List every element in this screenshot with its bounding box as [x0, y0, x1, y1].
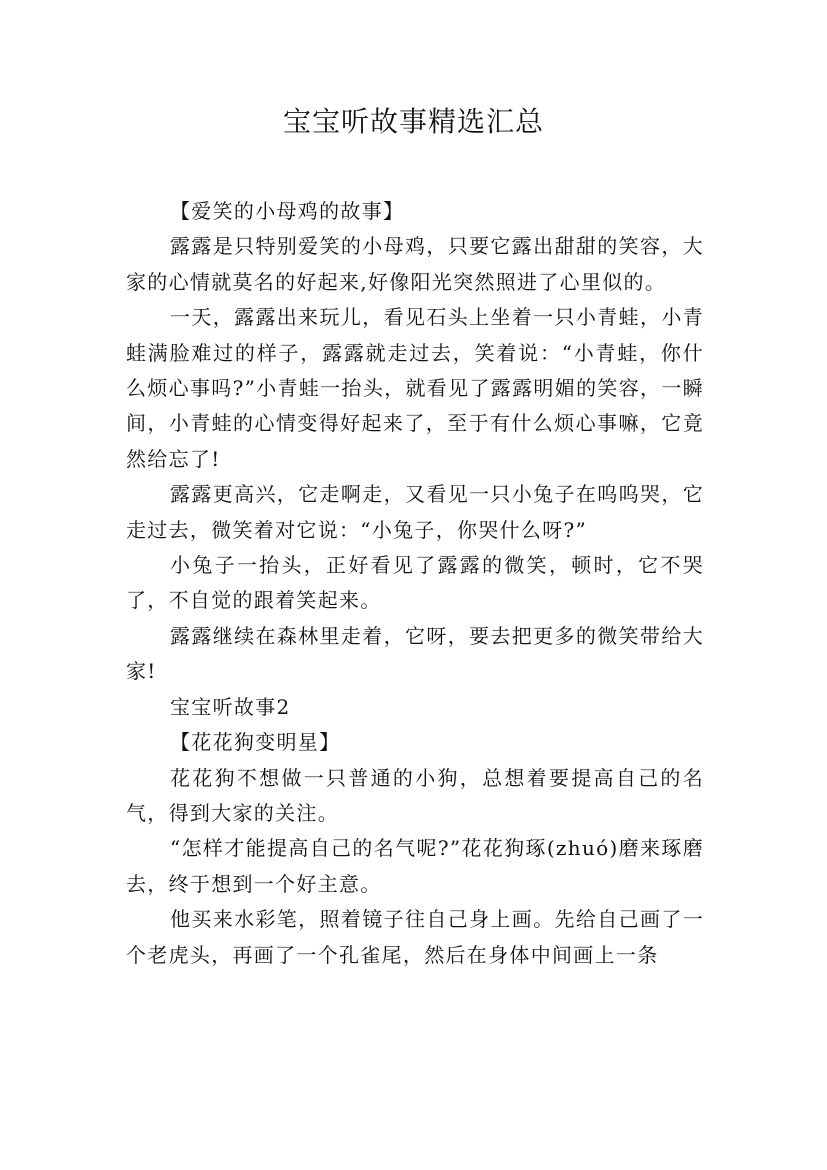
paragraph: 一天，露露出来玩儿，看见石头上坐着一只小青蛙，小青蛙满脸难过的样子，露露就走过去，笑着说：“小青蛙，你什么烦心事吗?”小青蛙一抬头，就看见了露露明媚的笑容，一瞬间，小青蛙的心情变得好起来了，至于有什么烦心事嘛，它竟然给忘了! — [126, 305, 704, 471]
page-title: 宝宝听故事精选汇总 — [282, 105, 544, 138]
paragraph: 露露继续在森林里走着，它呀，要去把更多的微笑带给大家! — [126, 623, 704, 684]
paragraph: 露露是只特别爱笑的小母鸡，只要它露出甜甜的笑容，大家的心情就莫名的好起来,好像阳光突然照进了心里似的。 — [126, 234, 704, 294]
paragraph: “怎样才能提高自己的名气呢?”花花狗琢(zhuó)磨来琢磨去，终于想到一个好主意。 — [126, 836, 704, 896]
paragraph: 露露更高兴，它走啊走，又看见一只小兔子在呜呜哭，它走过去，微笑着对它说：“小兔子，你哭什么呀?” — [126, 482, 704, 542]
section-heading: 【爱笑的小母鸡的故事】 — [170, 199, 405, 223]
paragraph: 花花狗不想做一只普通的小狗，总想着要提高自己的名气，得到大家的关注。 — [126, 765, 704, 825]
paragraph: 他买来水彩笔，照着镜子往自己身上画。先给自己画了一个老虎头，再画了一个孔雀尾，然后在身体中间画上一条 — [126, 907, 704, 967]
paragraph: 小兔子一抬头，正好看见了露露的微笑，顿时，它不哭了，不自觉的跟着笑起来。 — [126, 553, 704, 613]
document-body — [126, 194, 704, 973]
section-subtitle: 宝宝听故事2 — [170, 694, 291, 719]
section-heading: 【花花狗变明星】 — [170, 730, 341, 755]
